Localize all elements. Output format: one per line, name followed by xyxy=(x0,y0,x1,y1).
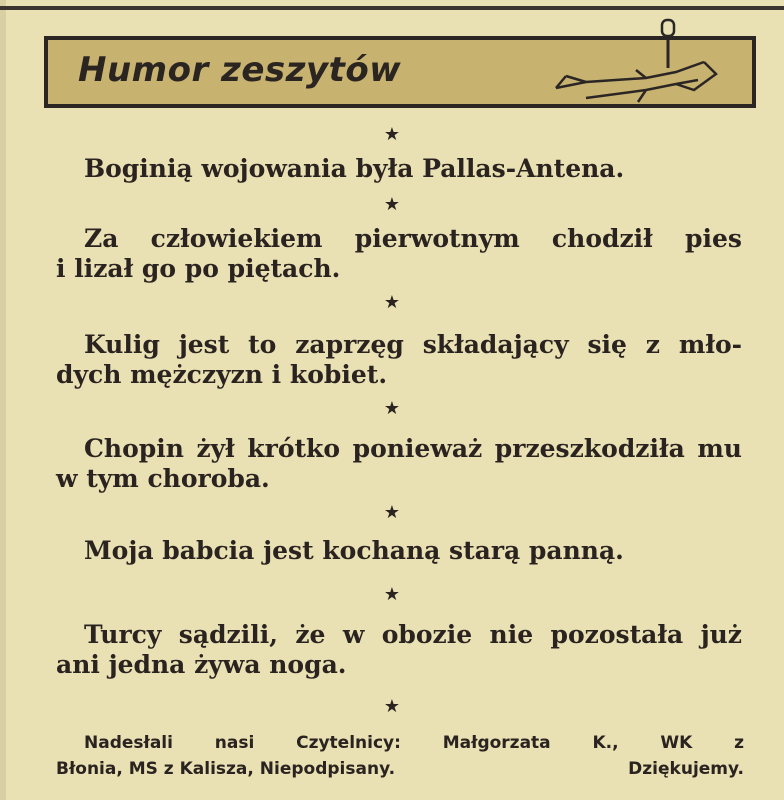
entry-3-line-2: dych mężczyzn i kobiet. xyxy=(56,360,388,389)
figure-lying-icon xyxy=(526,10,726,110)
entry-6-line-1: Turcy sądzili, że w obozie nie pozostała już xyxy=(84,620,742,649)
separator-star: ★ xyxy=(383,292,401,313)
entry-2-line-1: Za człowiekiem pierwotnym chodził pies xyxy=(84,224,742,253)
credits-thanks: Dziękujemy. xyxy=(628,759,744,779)
separator-star: ★ xyxy=(383,124,401,145)
column-title: Humor zeszytów xyxy=(78,50,402,90)
separator-star: ★ xyxy=(383,502,401,523)
entry-4-line-2: w tym choroba. xyxy=(56,464,270,493)
entry-3-line-1: Kulig jest to zaprzęg składający się z mło- xyxy=(84,330,742,359)
credits-line-2-row xyxy=(56,756,744,782)
column-header xyxy=(44,36,756,108)
separator-star: ★ xyxy=(383,398,401,419)
credits xyxy=(56,730,744,782)
separator-star: ★ xyxy=(383,696,401,717)
entry-2-line-2: i lizał go po piętach. xyxy=(56,254,341,283)
entry-6-line-2: ani jedna żywa noga. xyxy=(56,650,347,679)
entry-4-line-1: Chopin żył krótko ponieważ przeszkodziła mu xyxy=(84,434,742,463)
credits-line-2: Błonia, MS z Kalisza, Niepodpisany. xyxy=(56,759,396,779)
entry-1-line-1: Boginią wojowania była Pallas-Antena. xyxy=(84,154,625,183)
separator-star: ★ xyxy=(383,584,401,605)
separator-star: ★ xyxy=(383,194,401,215)
credits-line-1: Nadesłali nasi Czytelnicy: Małgorzata K., WK z xyxy=(84,733,744,753)
entry-5-line-1: Moja babcia jest kochaną starą panną. xyxy=(84,536,624,565)
